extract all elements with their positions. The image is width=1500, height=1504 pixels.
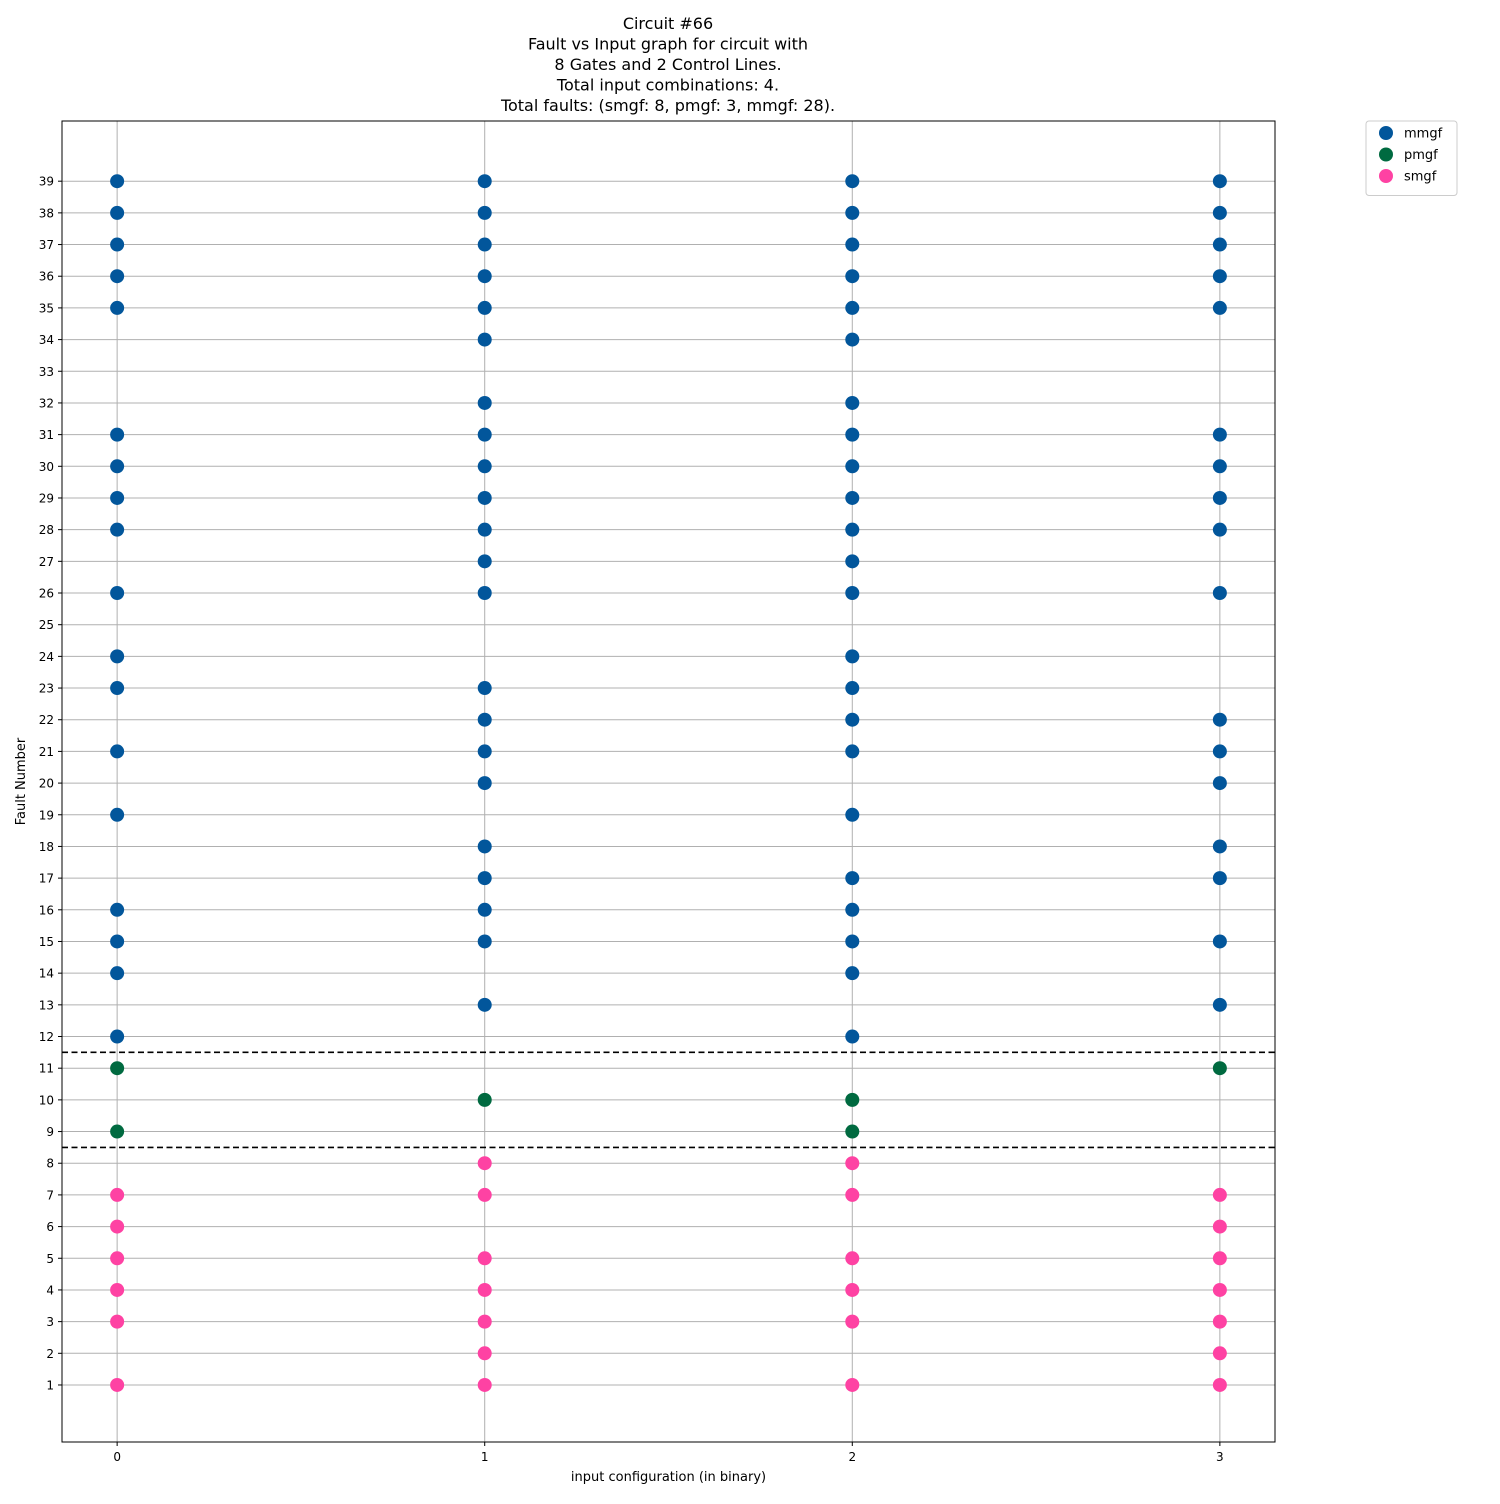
point-smgf bbox=[845, 1188, 859, 1202]
point-mmgf bbox=[845, 586, 859, 600]
point-mmgf bbox=[110, 174, 124, 188]
point-mmgf bbox=[845, 871, 859, 885]
point-mmgf bbox=[478, 523, 492, 537]
point-mmgf bbox=[1213, 459, 1227, 473]
point-mmgf bbox=[478, 206, 492, 220]
point-mmgf bbox=[110, 649, 124, 663]
point-smgf bbox=[845, 1156, 859, 1170]
y-tick-label: 6 bbox=[46, 1220, 54, 1235]
y-tick-label: 39 bbox=[38, 174, 54, 189]
y-tick-label: 20 bbox=[38, 776, 54, 791]
x-tick-label: 1 bbox=[480, 1450, 489, 1464]
x-axis-ticks bbox=[113, 1442, 1223, 1464]
point-mmgf bbox=[478, 713, 492, 727]
point-smgf bbox=[1213, 1346, 1227, 1360]
y-tick-label: 1 bbox=[46, 1378, 54, 1393]
y-tick-label: 26 bbox=[38, 586, 54, 601]
x-tick-label: 3 bbox=[1216, 1450, 1224, 1464]
legend-label-pmgf: pmgf bbox=[1404, 148, 1438, 163]
point-mmgf bbox=[478, 396, 492, 410]
point-mmgf bbox=[110, 681, 124, 695]
y-tick-label: 21 bbox=[38, 744, 54, 759]
point-mmgf bbox=[478, 776, 492, 790]
point-pmgf bbox=[110, 1061, 124, 1075]
point-mmgf bbox=[478, 174, 492, 188]
y-tick-label: 37 bbox=[38, 238, 54, 253]
point-mmgf bbox=[110, 459, 124, 473]
point-mmgf bbox=[845, 396, 859, 410]
y-tick-label: 7 bbox=[46, 1188, 54, 1203]
point-smgf bbox=[1213, 1188, 1227, 1202]
y-tick-label: 29 bbox=[38, 491, 54, 506]
point-mmgf bbox=[1213, 871, 1227, 885]
point-mmgf bbox=[845, 301, 859, 315]
y-tick-label: 5 bbox=[46, 1251, 54, 1266]
point-mmgf bbox=[1213, 269, 1227, 283]
point-smgf bbox=[1213, 1378, 1227, 1392]
point-mmgf bbox=[1213, 174, 1227, 188]
point-smgf bbox=[110, 1188, 124, 1202]
point-smgf bbox=[1213, 1220, 1227, 1234]
point-mmgf bbox=[845, 523, 859, 537]
x-tick-label: 0 bbox=[113, 1450, 121, 1464]
point-mmgf bbox=[845, 1030, 859, 1044]
y-tick-label: 17 bbox=[38, 871, 54, 886]
y-tick-label: 38 bbox=[38, 206, 54, 221]
point-mmgf bbox=[478, 998, 492, 1012]
point-mmgf bbox=[1213, 934, 1227, 948]
point-mmgf bbox=[845, 903, 859, 917]
point-mmgf bbox=[478, 491, 492, 505]
point-mmgf bbox=[845, 333, 859, 347]
legend bbox=[1366, 121, 1457, 196]
point-mmgf bbox=[845, 744, 859, 758]
point-smgf bbox=[478, 1188, 492, 1202]
point-mmgf bbox=[845, 681, 859, 695]
grid-lines bbox=[62, 121, 1275, 1442]
y-tick-label: 2 bbox=[46, 1346, 54, 1361]
point-smgf bbox=[478, 1283, 492, 1297]
point-mmgf bbox=[1213, 998, 1227, 1012]
y-tick-label: 33 bbox=[38, 364, 54, 379]
y-tick-label: 3 bbox=[46, 1315, 54, 1330]
point-pmgf bbox=[110, 1125, 124, 1139]
y-tick-label: 14 bbox=[38, 966, 54, 981]
point-mmgf bbox=[845, 554, 859, 568]
point-mmgf bbox=[110, 491, 124, 505]
chart-title bbox=[500, 14, 835, 115]
legend-label-mmgf: mmgf bbox=[1404, 126, 1443, 142]
title-line-4: Total input combinations: 4. bbox=[556, 75, 780, 95]
y-tick-label: 28 bbox=[38, 523, 54, 538]
point-mmgf bbox=[478, 934, 492, 948]
point-mmgf bbox=[1213, 523, 1227, 537]
point-mmgf bbox=[478, 744, 492, 758]
point-pmgf bbox=[1213, 1061, 1227, 1075]
point-mmgf bbox=[1213, 839, 1227, 853]
y-tick-label: 16 bbox=[38, 903, 54, 918]
point-mmgf bbox=[110, 301, 124, 315]
point-mmgf bbox=[110, 586, 124, 600]
legend-marker-smgf bbox=[1379, 169, 1393, 183]
point-mmgf bbox=[110, 903, 124, 917]
point-smgf bbox=[110, 1220, 124, 1234]
point-mmgf bbox=[110, 1030, 124, 1044]
y-tick-label: 13 bbox=[38, 998, 54, 1013]
y-tick-label: 19 bbox=[38, 808, 54, 823]
title-line-3: 8 Gates and 2 Control Lines. bbox=[554, 55, 782, 74]
y-tick-label: 24 bbox=[38, 649, 54, 664]
point-mmgf bbox=[845, 459, 859, 473]
point-smgf bbox=[110, 1315, 124, 1329]
title-line-5: Total faults: (smgf: 8, pmgf: 3, mmgf: 28). bbox=[500, 96, 836, 115]
point-mmgf bbox=[478, 839, 492, 853]
point-mmgf bbox=[478, 681, 492, 695]
point-smgf bbox=[110, 1378, 124, 1392]
y-tick-label: 34 bbox=[38, 333, 54, 348]
y-tick-label: 25 bbox=[38, 618, 54, 633]
y-axis-ticks bbox=[39, 175, 62, 1393]
y-tick-label: 31 bbox=[38, 428, 54, 443]
title-line-1: Circuit #66 bbox=[622, 14, 714, 33]
point-mmgf bbox=[845, 174, 859, 188]
point-mmgf bbox=[478, 459, 492, 473]
point-mmgf bbox=[110, 523, 124, 537]
point-mmgf bbox=[110, 238, 124, 252]
y-tick-label: 32 bbox=[38, 396, 54, 411]
point-mmgf bbox=[1213, 586, 1227, 600]
point-pmgf bbox=[845, 1093, 859, 1107]
point-mmgf bbox=[478, 238, 492, 252]
point-pmgf bbox=[845, 1125, 859, 1139]
point-smgf bbox=[478, 1251, 492, 1265]
point-smgf bbox=[1213, 1283, 1227, 1297]
point-mmgf bbox=[478, 428, 492, 442]
point-mmgf bbox=[110, 934, 124, 948]
y-tick-label: 36 bbox=[38, 269, 54, 284]
point-smgf bbox=[478, 1346, 492, 1360]
point-mmgf bbox=[478, 301, 492, 315]
point-mmgf bbox=[845, 269, 859, 283]
point-smgf bbox=[110, 1251, 124, 1265]
point-mmgf bbox=[1213, 206, 1227, 220]
point-mmgf bbox=[845, 491, 859, 505]
point-mmgf bbox=[845, 238, 859, 252]
point-smgf bbox=[478, 1156, 492, 1170]
y-tick-label: 18 bbox=[38, 839, 54, 854]
point-smgf bbox=[1213, 1315, 1227, 1329]
point-mmgf bbox=[478, 333, 492, 347]
point-mmgf bbox=[1213, 491, 1227, 505]
point-smgf bbox=[110, 1283, 124, 1297]
point-mmgf bbox=[110, 269, 124, 283]
point-mmgf bbox=[110, 428, 124, 442]
point-mmgf bbox=[845, 808, 859, 822]
point-mmgf bbox=[1213, 301, 1227, 315]
point-smgf bbox=[845, 1378, 859, 1392]
legend-marker-mmgf bbox=[1379, 126, 1393, 140]
x-tick-label: 2 bbox=[848, 1450, 857, 1464]
point-smgf bbox=[845, 1315, 859, 1329]
point-mmgf bbox=[478, 903, 492, 917]
point-mmgf bbox=[110, 744, 124, 758]
point-mmgf bbox=[110, 206, 124, 220]
y-tick-label: 30 bbox=[38, 459, 54, 474]
y-axis-label: Fault Number bbox=[14, 737, 29, 826]
point-mmgf bbox=[845, 966, 859, 980]
point-mmgf bbox=[478, 554, 492, 568]
point-smgf bbox=[845, 1283, 859, 1297]
point-pmgf bbox=[478, 1093, 492, 1107]
point-smgf bbox=[1213, 1251, 1227, 1265]
point-smgf bbox=[478, 1315, 492, 1329]
point-mmgf bbox=[1213, 744, 1227, 758]
y-tick-label: 9 bbox=[46, 1125, 54, 1140]
legend-label-smgf: smgf bbox=[1404, 169, 1437, 185]
point-mmgf bbox=[845, 206, 859, 220]
y-tick-label: 22 bbox=[38, 713, 54, 728]
y-tick-label: 8 bbox=[46, 1156, 54, 1171]
point-mmgf bbox=[1213, 713, 1227, 727]
point-mmgf bbox=[1213, 776, 1227, 790]
x-axis-label: input configuration (in binary) bbox=[570, 1470, 767, 1485]
y-tick-label: 27 bbox=[38, 554, 54, 569]
point-mmgf bbox=[478, 586, 492, 600]
title-line-2: Fault vs Input graph for circuit with bbox=[527, 34, 809, 54]
legend-marker-pmgf bbox=[1379, 148, 1393, 162]
point-mmgf bbox=[110, 808, 124, 822]
point-smgf bbox=[845, 1251, 859, 1265]
point-mmgf bbox=[845, 713, 859, 727]
y-tick-label: 23 bbox=[38, 681, 54, 696]
plot-frame bbox=[62, 121, 1275, 1442]
point-mmgf bbox=[1213, 428, 1227, 442]
y-tick-label: 35 bbox=[38, 301, 54, 316]
y-tick-label: 4 bbox=[46, 1283, 54, 1298]
point-mmgf bbox=[845, 934, 859, 948]
point-mmgf bbox=[478, 269, 492, 283]
point-smgf bbox=[478, 1378, 492, 1392]
point-mmgf bbox=[1213, 238, 1227, 252]
point-mmgf bbox=[478, 871, 492, 885]
point-mmgf bbox=[845, 649, 859, 663]
point-mmgf bbox=[845, 428, 859, 442]
y-tick-label: 12 bbox=[38, 1030, 54, 1045]
y-tick-label: 10 bbox=[38, 1093, 54, 1108]
y-tick-label: 15 bbox=[38, 934, 54, 949]
y-tick-label: 11 bbox=[38, 1061, 54, 1076]
point-mmgf bbox=[110, 966, 124, 980]
